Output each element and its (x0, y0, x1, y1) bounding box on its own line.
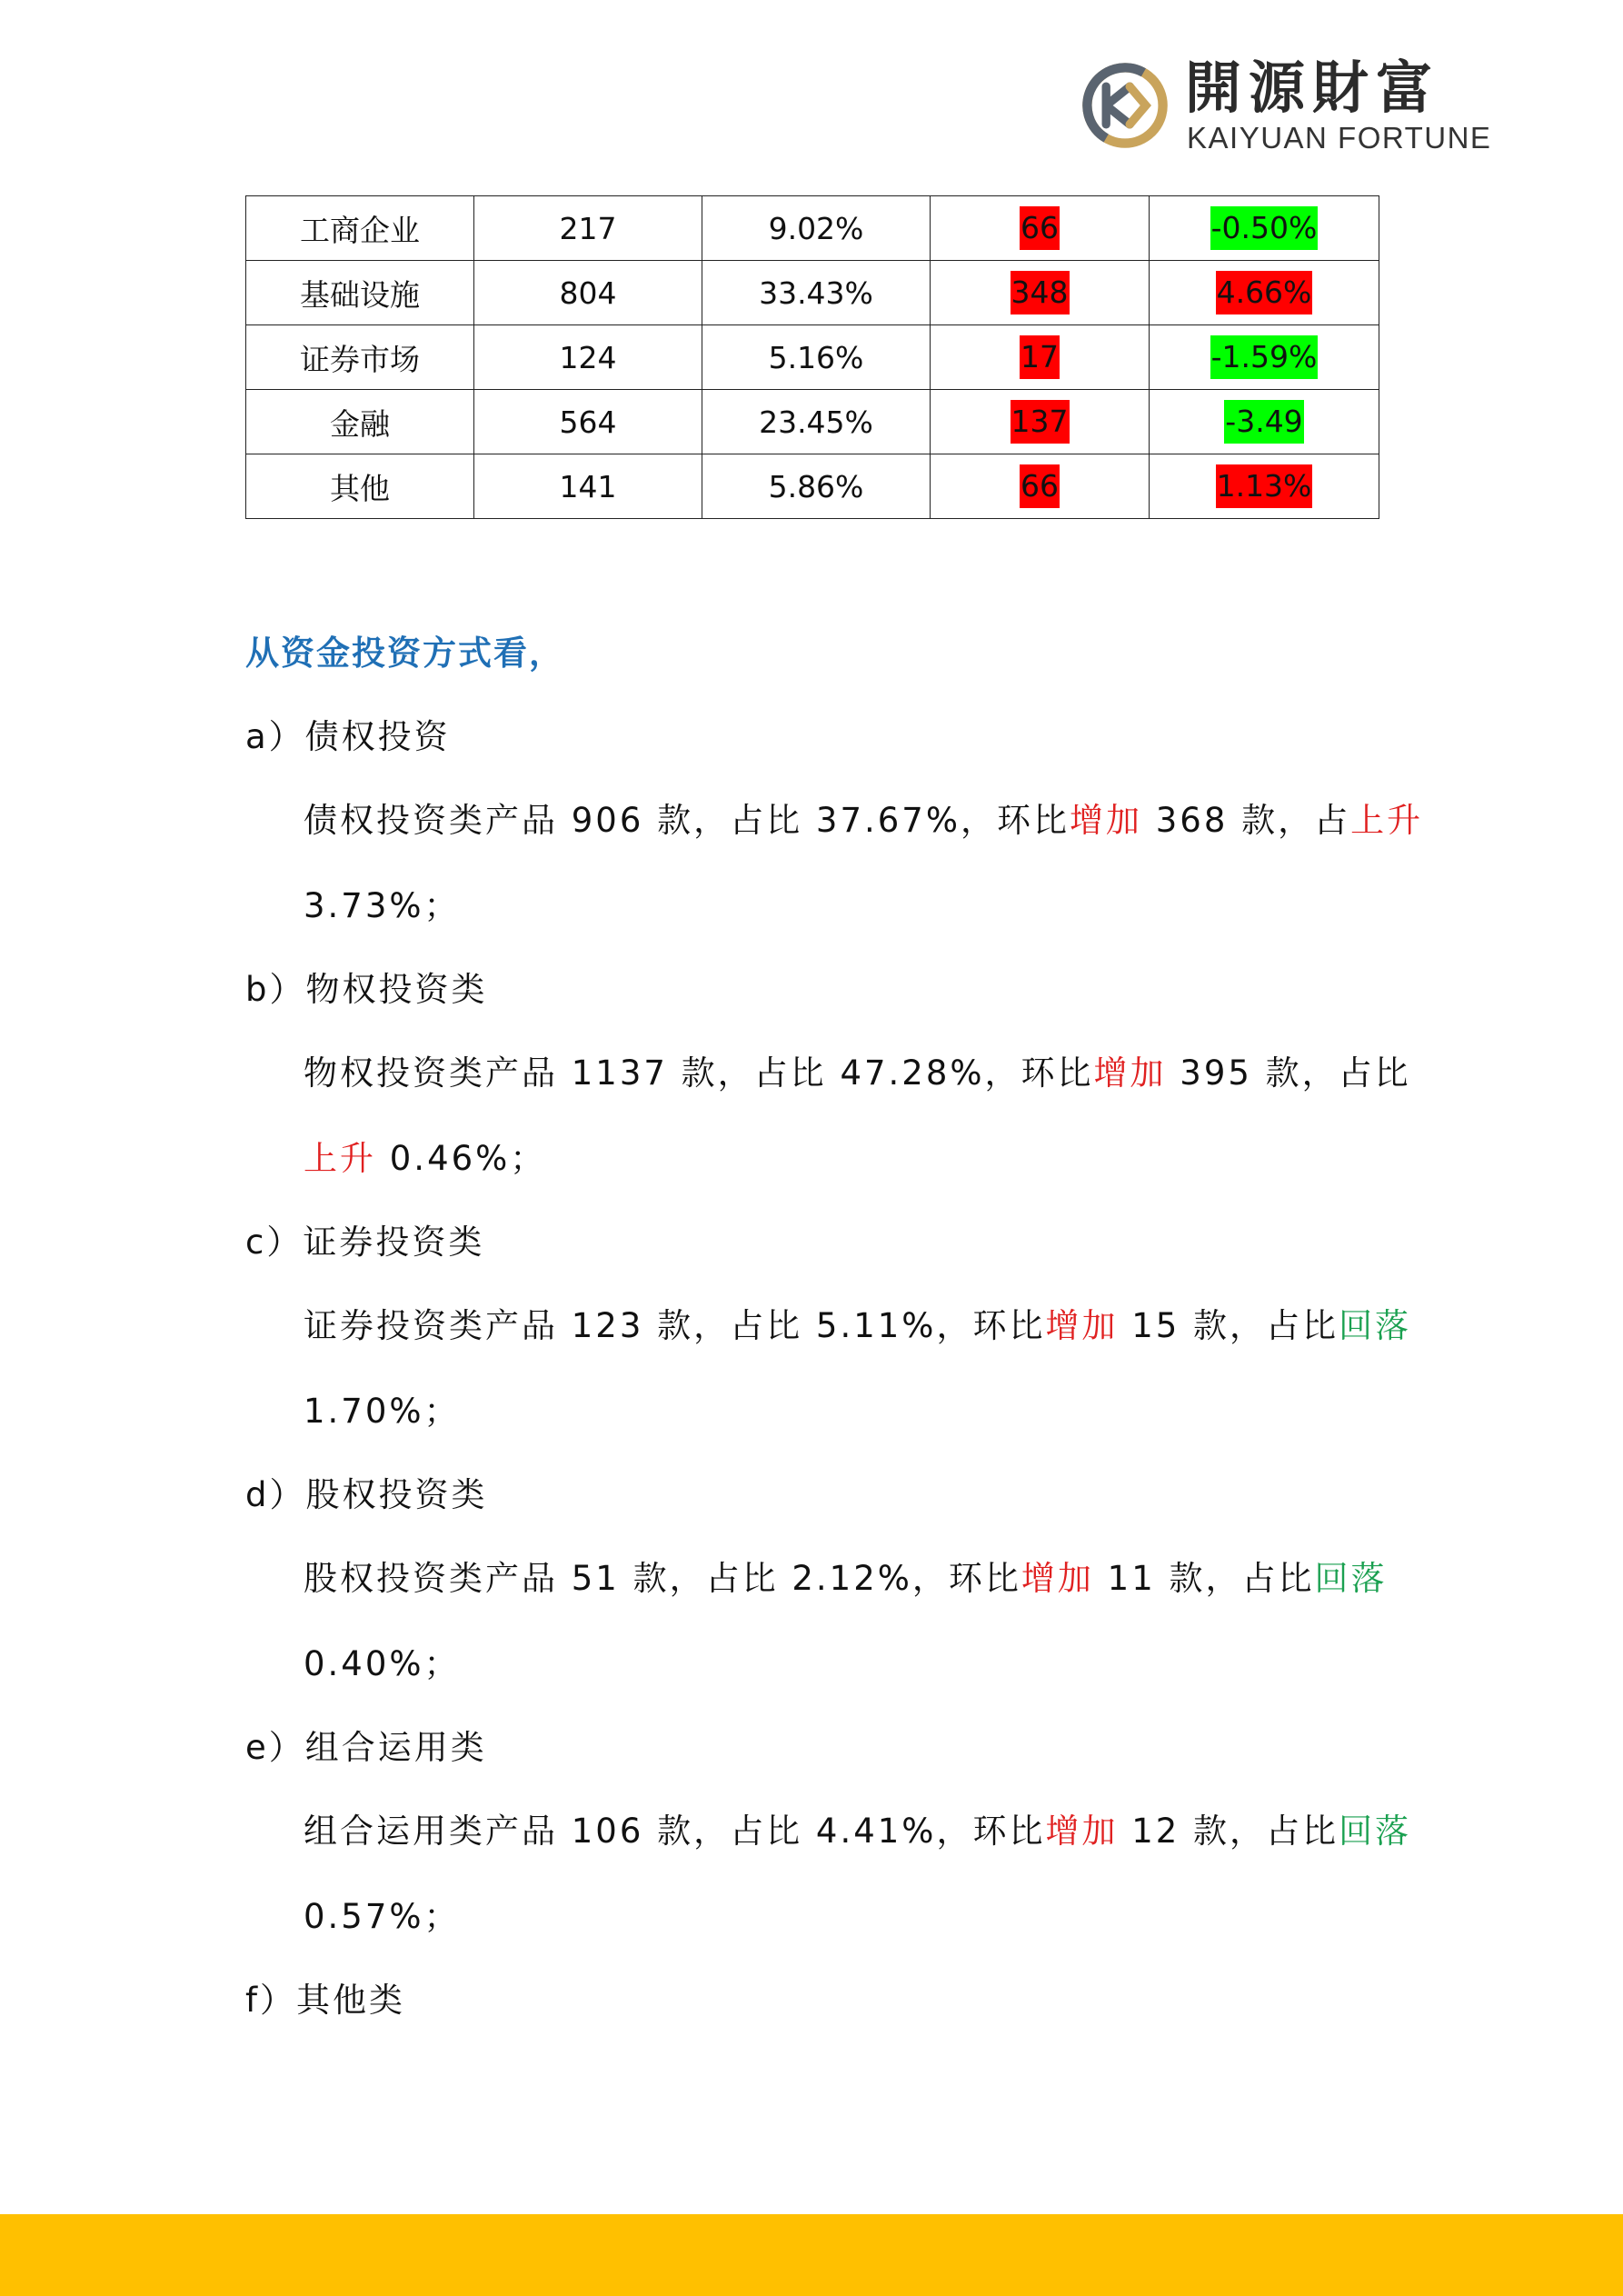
item-paragraph-d-line2: 0.40%； (304, 1644, 461, 1683)
cell-share (702, 196, 931, 261)
cell-share-change (1150, 390, 1379, 454)
cell-share-change-text: -0.50% (1210, 206, 1319, 250)
cell-share-change-text: 4.66% (1216, 271, 1313, 314)
item-paragraph-d: 股权投资类产品 51 款，占比 2.12%，环比增加 11 款，占比回落 (304, 1559, 1388, 1598)
cell-field-name-text: 基础设施 (300, 276, 420, 313)
cell-share-text: 33.43% (759, 275, 873, 311)
cell-count-change-text: 17 (1020, 335, 1060, 379)
company-logo (1078, 55, 1492, 156)
item-label-c: c）证券投资类 (245, 1223, 485, 1262)
cell-share-text: 5.16% (768, 339, 864, 375)
cell-field-name (246, 325, 474, 390)
cell-count-text: 141 (559, 468, 617, 504)
table-row (246, 196, 1379, 261)
cell-count-change (931, 454, 1150, 519)
cell-share-change (1150, 325, 1379, 390)
logo-chinese-text: 開源財富 (1185, 55, 1440, 121)
table-row (246, 325, 1379, 390)
item-label-e: e）组合运用类 (245, 1728, 487, 1767)
cell-share (702, 390, 931, 454)
cell-count (474, 196, 702, 261)
cell-field-name-text: 其他 (330, 470, 390, 506)
investment-field-table (245, 195, 1379, 519)
cell-count (474, 325, 702, 390)
table-row (246, 454, 1379, 519)
item-paragraph-b-line2: 上升 0.46%； (304, 1139, 547, 1178)
cell-field-name (246, 454, 474, 519)
item-paragraph-c-line2: 1.70%； (304, 1392, 461, 1431)
cell-count-change (931, 325, 1150, 390)
cell-share-text: 9.02% (768, 210, 864, 246)
cell-field-name-text: 金融 (330, 405, 390, 442)
cell-count-text: 124 (559, 339, 617, 375)
item-paragraph-e-line2: 0.57%； (304, 1897, 461, 1936)
cell-count-change-text: 66 (1020, 206, 1060, 250)
cell-count-text: 564 (559, 404, 617, 440)
kaiyuan-logo-icon (1078, 58, 1172, 153)
section-title: 从资金投资方式看， (245, 634, 564, 673)
cell-share-change (1150, 454, 1379, 519)
cell-count (474, 261, 702, 325)
cell-share-change (1150, 196, 1379, 261)
cell-count (474, 454, 702, 519)
item-label-a: a）债权投资 (245, 717, 451, 756)
footer-bar (0, 2214, 1623, 2296)
item-label-b: b）物权投资类 (245, 970, 488, 1009)
cell-share-text: 23.45% (759, 404, 873, 440)
item-label-f: f）其他类 (245, 1981, 406, 2020)
cell-field-name-text: 工商企业 (300, 212, 420, 248)
cell-count-change-text: 66 (1020, 464, 1060, 508)
cell-count-text: 217 (559, 210, 617, 246)
cell-count-change-text: 137 (1011, 400, 1070, 444)
cell-count-change (931, 390, 1150, 454)
table-row (246, 390, 1379, 454)
cell-field-name (246, 196, 474, 261)
cell-share-change (1150, 261, 1379, 325)
cell-count-text: 804 (559, 275, 617, 311)
cell-count-change (931, 196, 1150, 261)
cell-field-name (246, 261, 474, 325)
cell-count-change-text: 348 (1011, 271, 1070, 314)
cell-share (702, 261, 931, 325)
table-row (246, 261, 1379, 325)
item-paragraph-b: 物权投资类产品 1137 款，占比 47.28%，环比增加 395 款，占比 (304, 1053, 1411, 1093)
item-paragraph-a-line2: 3.73%； (304, 886, 461, 925)
item-paragraph-e: 组合运用类产品 106 款，占比 4.41%，环比增加 12 款，占比回落 (304, 1812, 1412, 1851)
item-paragraph-c: 证券投资类产品 123 款，占比 5.11%，环比增加 15 款，占比回落 (304, 1306, 1412, 1345)
item-label-d: d）股权投资类 (245, 1475, 488, 1514)
cell-share-text: 5.86% (768, 468, 864, 504)
cell-share-change-text: -3.49 (1224, 400, 1303, 444)
cell-share-change-text: 1.13% (1216, 464, 1313, 508)
cell-share-change-text: -1.59% (1210, 335, 1319, 379)
cell-field-name (246, 390, 474, 454)
cell-count (474, 390, 702, 454)
item-paragraph-a: 债权投资类产品 906 款，占比 37.67%，环比增加 368 款，占上升 (304, 801, 1424, 840)
cell-count-change (931, 261, 1150, 325)
cell-share (702, 325, 931, 390)
logo-english-text: KAIYUAN FORTUNE (1187, 121, 1492, 155)
cell-share (702, 454, 931, 519)
cell-field-name-text: 证券市场 (300, 341, 420, 377)
